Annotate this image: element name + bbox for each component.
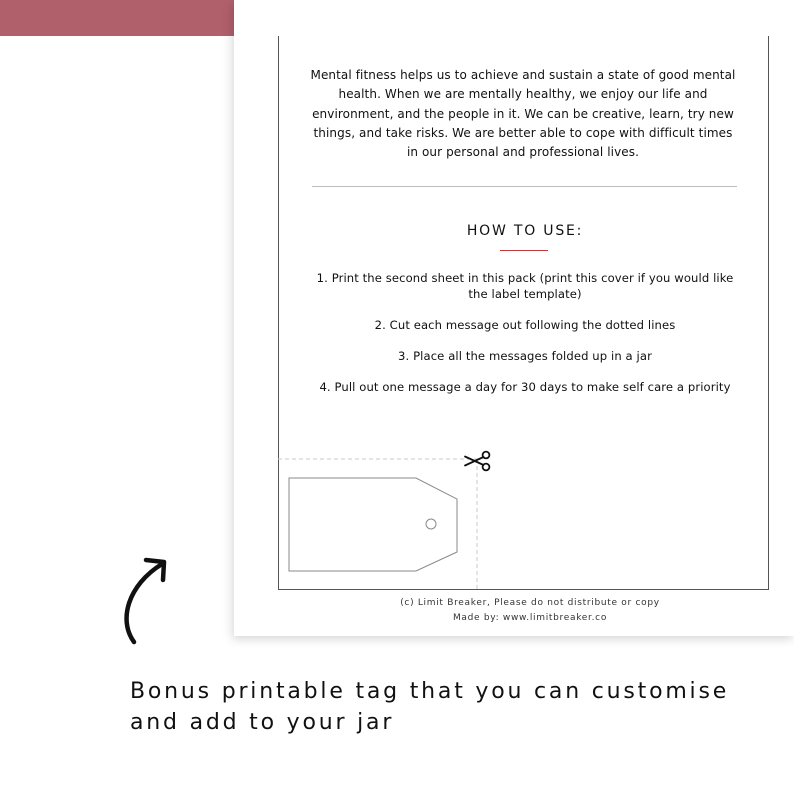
curved-arrow-icon	[110, 550, 180, 650]
copyright-notice: (c) Limit Breaker, Please do not distribute or copy	[400, 598, 660, 608]
made-by-credit: Made by: www.limitbreaker.co	[452, 613, 608, 623]
section-divider	[312, 186, 737, 187]
heading-underline	[500, 250, 548, 251]
instruction-step: 2. Cut each message out following the dotted lines	[374, 318, 676, 332]
instruction-step: 3. Place all the messages folded up in a jar	[398, 349, 652, 363]
tag-template	[278, 445, 508, 595]
instruction-step: 4. Pull out one message a day for 30 days to make self care a priority	[319, 380, 731, 394]
how-to-use-heading: HOW TO USE:	[466, 223, 584, 239]
bonus-caption: Bonus printable tag that you can customise and add to your jar	[130, 679, 730, 735]
tag-hole	[426, 519, 436, 529]
instruction-step: 1. Print the second sheet in this pack (print this cover if you would like the label template)	[316, 271, 734, 301]
intro-paragraph: Mental fitness helps us to achieve and sustain a state of good mental health. When we are mentally healthy, we enjoy our life and environment, and the people in it. We can be creative, learn, try new things, and take risks. We are better able to cope with difficult times in our personal and professional lives.	[310, 68, 736, 160]
